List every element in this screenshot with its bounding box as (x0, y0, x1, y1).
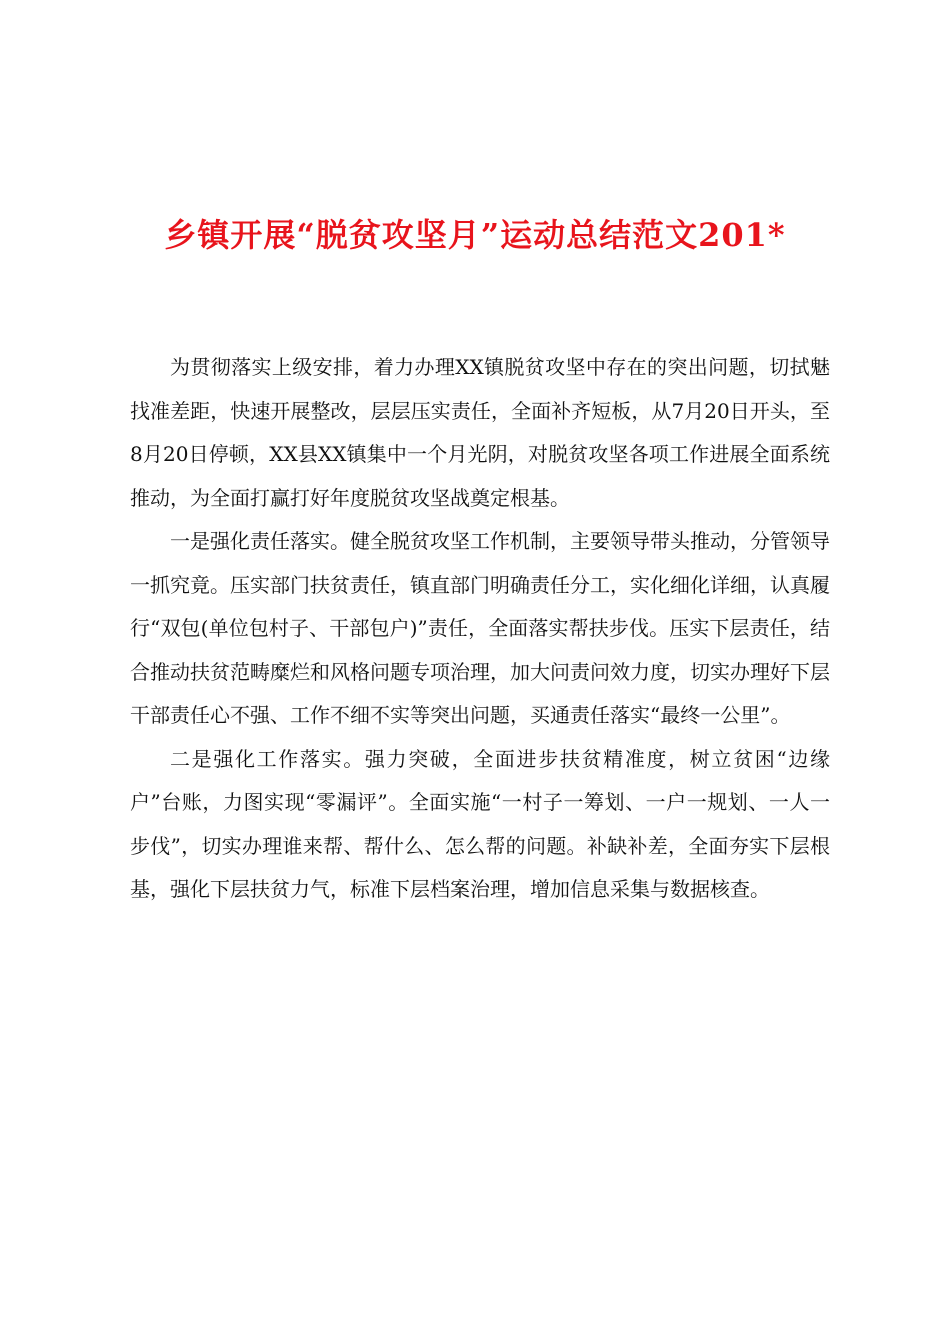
paragraph-responsibility: 一是强化责任落实。健全脱贫攻坚工作机制，主要领导带头推动，分管领导一抓究竟。压实部门扶贫责任，镇直部门明确责任分工，实化细化详细，认真履行“双包(单位包村子、干部包户)”责任，全面落实帮扶步伐。压实下层责任，结合推动扶贫范畴糜烂和风格问题专项治理，加大问责问效力度，切实办理好下层干部责任心不强、工作不细不实等突出问题，买通责任落实“最终一公里”。 (130, 529, 830, 727)
paragraph-intro: 为贯彻落实上级安排，着力办理XX镇脱贫攻坚中存在的突出问题，切拭魅找准差距，快速开展整改，层层压实责任，全面补齐短板，从7月20日开头，至8月20日停顿，XX县XX镇集中一个月光阴，对脱贫攻坚各项工作进展全面系统推动，为全面打赢打好年度脱贫攻坚战奠定根基。 (130, 355, 830, 510)
document-title: 乡镇开展“脱贫攻坚月”运动总结范文201* (164, 216, 786, 254)
document-body (130, 346, 830, 912)
paragraph-work: 二是强化工作落实。强力突破，全面进步扶贫精准度，树立贫困“边缘户”台账，力图实现“零漏评”。全面实施“一村子一筹划、一户一规划、一人一步伐”，切实办理谁来帮、帮什么、怎么帮的问题。补缺补差，全面夯实下层根基，强化下层扶贫力气，标准下层档案治理，增加信息采集与数据核查。 (130, 746, 830, 901)
